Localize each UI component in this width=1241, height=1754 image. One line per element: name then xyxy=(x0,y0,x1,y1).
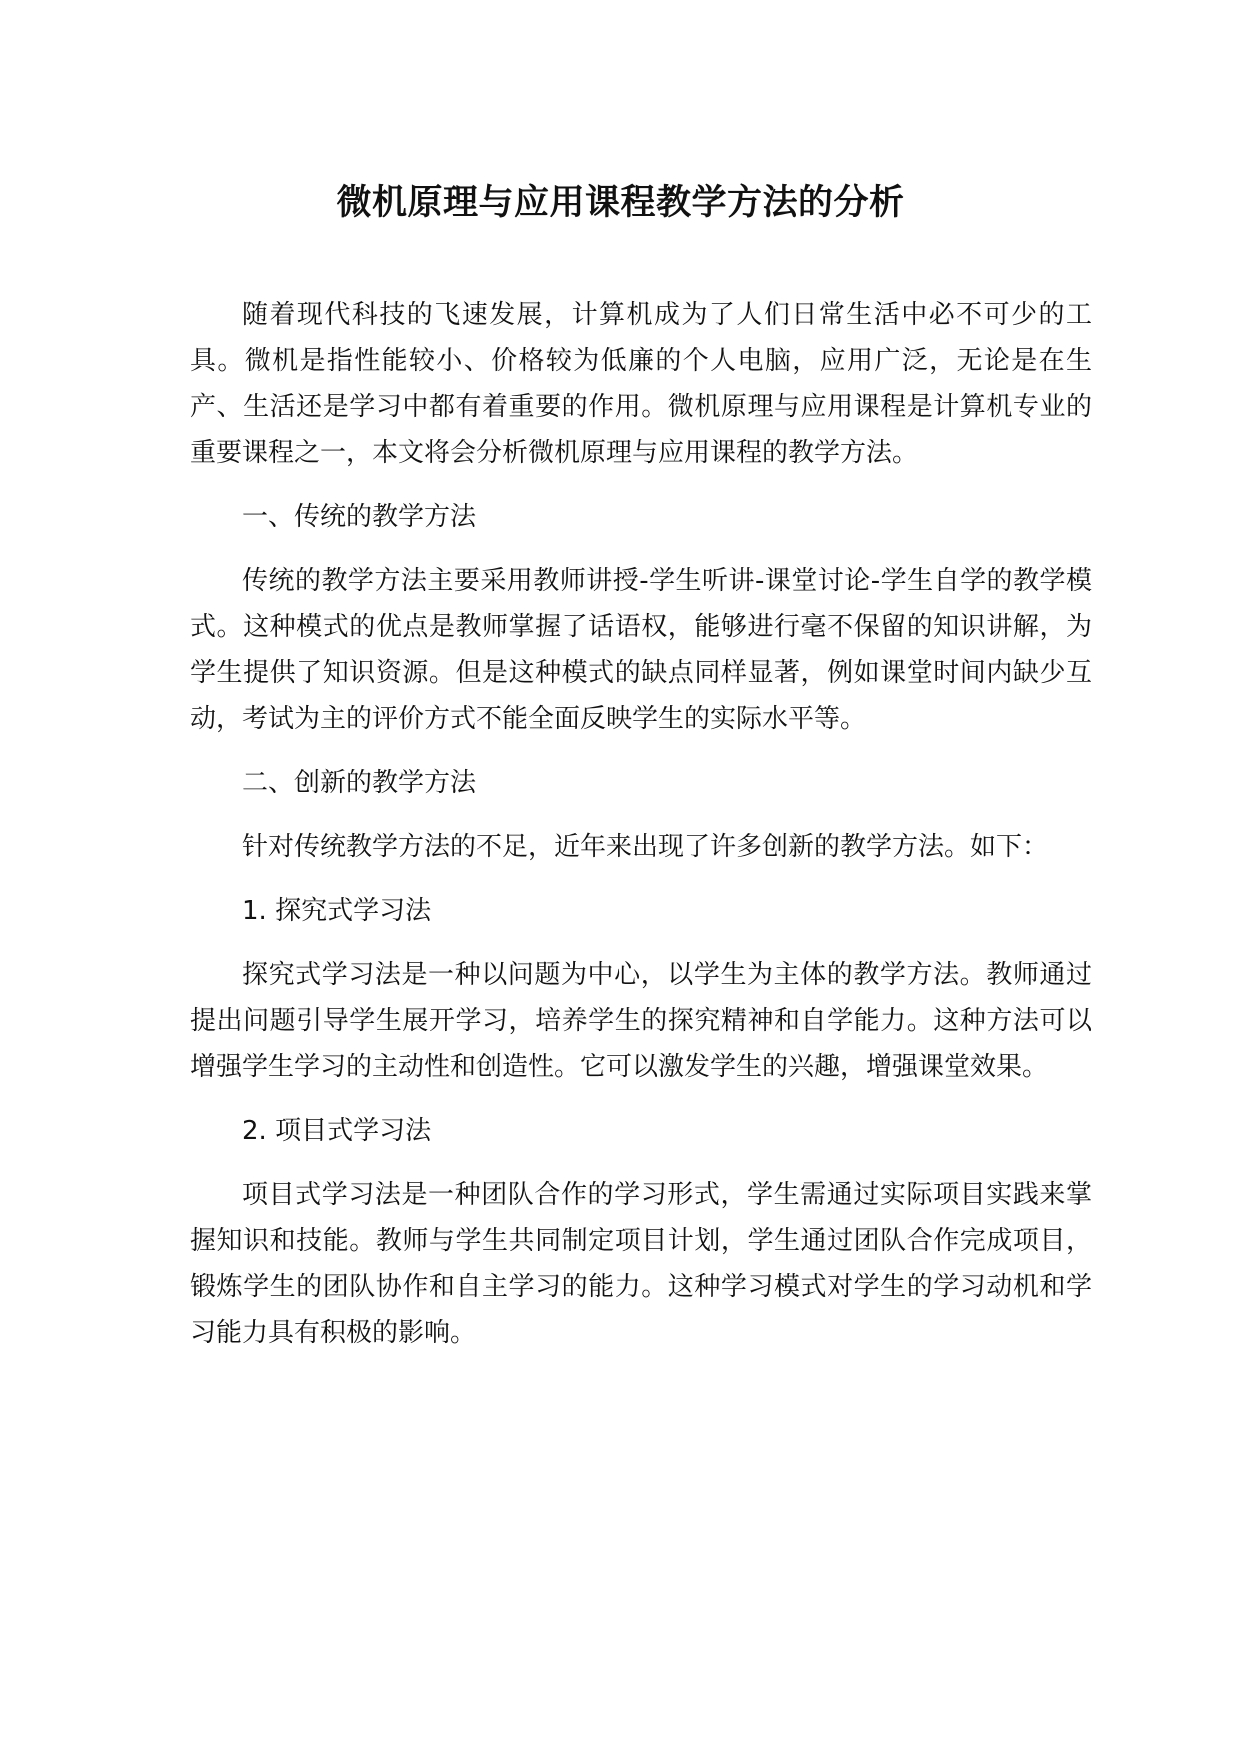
subheading-inquiry-learning: 1. 探究式学习法 xyxy=(242,896,432,926)
traditional-method-paragraph: 传统的教学方法主要采用教师讲授-学生听讲-课堂讨论-学生自学的教学模式。这种模式的优点是教师掌握了话语权，能够进行毫不保留的知识讲解，为学生提供了知识资源。但是这种模式的缺点同样显著，例如课堂时间内缺少互动，考试为主的评价方式不能全面反映学生的实际水平等。 xyxy=(190,566,1092,734)
section-heading-traditional: 一、传统的教学方法 xyxy=(242,502,477,532)
subheading-project-learning: 2. 项目式学习法 xyxy=(242,1116,432,1146)
document-title: 微机原理与应用课程教学方法的分析 xyxy=(336,183,905,223)
project-learning-paragraph: 项目式学习法是一种团队合作的学习形式，学生需通过实际项目实践来掌握知识和技能。教师与学生共同制定项目计划，学生通过团队合作完成项目，锻炼学生的团队协作和自主学习的能力。这种学习模式对学生的学习动机和学习能力具有积极的影响。 xyxy=(190,1180,1092,1348)
document-body xyxy=(190,292,1092,1356)
intro-paragraph: 随着现代科技的飞速发展，计算机成为了人们日常生活中必不可少的工具。微机是指性能较小、价格较为低廉的个人电脑，应用广泛，无论是在生产、生活还是学习中都有着重要的作用。微机原理与应用课程是计算机专业的重要课程之一，本文将会分析微机原理与应用课程的教学方法。 xyxy=(190,300,1092,468)
inquiry-learning-paragraph: 探究式学习法是一种以问题为中心，以学生为主体的教学方法。教师通过提出问题引导学生展开学习，培养学生的探究精神和自学能力。这种方法可以增强学生学习的主动性和创造性。它可以激发学生的兴趣，增强课堂效果。 xyxy=(190,960,1092,1082)
innovative-intro-paragraph: 针对传统教学方法的不足，近年来出现了许多创新的教学方法。如下： xyxy=(242,832,1049,862)
section-heading-innovative: 二、创新的教学方法 xyxy=(242,768,477,798)
